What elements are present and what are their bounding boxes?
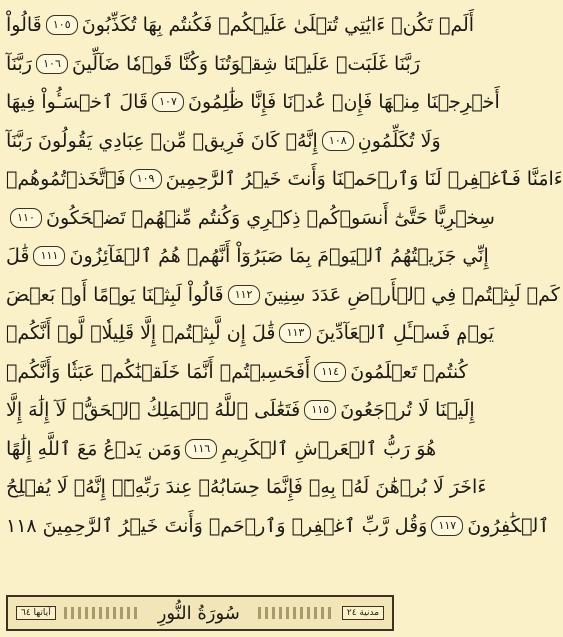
ayah-number-marker: ١١١ [33, 246, 65, 266]
verse-text: إِلَيۡنَا لَا تُرۡجَعُونَ [340, 399, 475, 422]
verse-line-7 [6, 237, 489, 276]
ayah-number-marker: ١١٣ [279, 323, 311, 343]
verse-text-continued: رَبَّنَآ [6, 52, 32, 75]
ornament-left [64, 607, 140, 619]
verse-text-continued: قَالُواْ لَبِثۡنَا يَوۡمًا أَوۡ بَعۡضَ [6, 283, 224, 306]
verse-text-continued: قَٰلَ إِن لَّبِثۡتُمۡ إِلَّا قَلِيلٗاۖ لَّوۡ أَنَّكُمۡ [6, 322, 276, 345]
verse-text-continued: أَفَحَسِبۡتُمۡ أَنَّمَا خَلَقۡنَٰكُمۡ عَبَثٗا وَأَنَّكُمۡ [6, 360, 311, 383]
verse-line-8 [6, 276, 560, 315]
ayah-number-marker: ١٠٦ [36, 54, 68, 74]
surah-title: سُورَةُ النُّورِ [157, 602, 240, 624]
verse-text: ٱلۡكَٰفِرُونَ [467, 514, 550, 537]
verse-line-12 [6, 430, 437, 469]
verse-text: رَبَّنَا غَلَبَتۡ عَلَيۡنَا شِقۡوَتُنَا وَكُنَّا قَوۡمٗا ضَآلِّينَ [72, 52, 421, 75]
verse-line-14 [6, 507, 550, 546]
verse-text: كَمۡ لَبِثۡتُمۡ فِي ٱلۡأَرۡضِ عَدَدَ سِنِينَ [263, 283, 560, 306]
verse-line-4 [6, 122, 441, 161]
ornament-right [258, 607, 334, 619]
verse-text-continued: فَٱتَّخَذۡتُمُوهُمۡ [6, 168, 126, 191]
ayah-number-marker: ١٠٨ [322, 131, 354, 151]
verse-text: يَوۡمٖ فَسۡـَٔلِ ٱلۡعَآدِّينَ [315, 322, 495, 345]
verse-line-3 [6, 83, 500, 122]
verse-line-5 [6, 160, 563, 199]
verse-text-continued: إِنَّهُۥ كَانَ فَرِيقٞ مِّنۡ عِبَادِي يَقُولُونَ رَبَّنَآ [6, 129, 318, 152]
verse-line-2 [6, 45, 421, 84]
ayah-number-marker: ١٠٩ [130, 169, 162, 189]
ayah-number-marker: ١١٢ [228, 285, 260, 305]
verse-line-11 [6, 391, 475, 430]
verse-line-9 [6, 314, 495, 353]
ayah-number-marker: ١١٠ [10, 208, 42, 228]
verse-text: هُوَ رَبُّ ٱلۡعَرۡشِ ٱلۡكَرِيمِ [221, 437, 437, 460]
ayah-number-marker: ١١٤ [314, 362, 346, 382]
ayah-number-marker: ١٠٧ [152, 92, 184, 112]
verse-text-continued: قَالَ ٱخۡسَـُٔواْ فِيهَا [6, 91, 149, 114]
verse-text: ءَاخَرَ لَا بُرۡهَٰنَ لَهُۥ بِهِۦ فَإِنَّمَا حِسَابُهُۥ عِندَ رَبِّهِۦٓۚ إِنَّهُۥ لَا يُفۡلِحُ [6, 476, 487, 499]
verse-text: ءَامَنَّا فَٱغۡفِرۡ لَنَا وَٱرۡحَمۡنَا وَأَنتَ خَيۡرُ ٱلرَّٰحِمِينَ [165, 168, 563, 191]
verse-text: وَلَا تُكَلِّمُونِ [357, 129, 441, 152]
verse-count-box: آياتها ٦٤ [16, 606, 56, 620]
ayah-number-marker: ١١٧ [431, 516, 463, 536]
verse-line-6 [6, 199, 495, 238]
verse-text-continued: قَالُواْ [6, 14, 42, 37]
verse-text-continued: وَقُل رَّبِّ ٱغۡفِرۡ وَٱرۡحَمۡ وَأَنتَ خَيۡرُ ٱلرَّٰحِمِينَ ١١٨ [6, 514, 428, 537]
verse-line-13 [6, 468, 487, 507]
verse-text-continued: فَتَعَٰلَى ٱللَّهُ ٱلۡمَلِكُ ٱلۡحَقُّۖ لَآ إِلَٰهَ إِلَّا [6, 399, 301, 422]
verse-text-continued: وَمَن يَدۡعُ مَعَ ٱللَّهِ إِلَٰهًا [6, 437, 182, 460]
ayah-number-marker: ١٠٥ [46, 15, 78, 35]
verse-text: أَلَمۡ تَكُنۡ ءَايَٰتِي تُتۡلَىٰ عَلَيۡكُمۡ فَكُنتُم بِهَا تُكَذِّبُونَ [81, 14, 475, 37]
verse-lines [6, 6, 563, 545]
verse-line-1 [6, 6, 475, 45]
verse-line-10 [6, 353, 468, 392]
ayah-number-marker: ١١٦ [185, 439, 217, 459]
verse-text-continued: قَٰلَ [6, 245, 30, 268]
verse-text: سِخۡرِيًّا حَتَّىٰٓ أَنسَوۡكُمۡ ذِكۡرِي وَكُنتُم مِّنۡهُمۡ تَضۡحَكُونَ [46, 206, 495, 229]
surah-header-banner [6, 595, 394, 631]
ayah-number-marker: ١١٥ [304, 400, 336, 420]
surah-order-box: مدنية ٢٤ [342, 606, 384, 620]
verse-text: أَخۡرِجۡنَا مِنۡهَا فَإِنۡ عُدۡنَا فَإِنَّا ظَٰلِمُونَ [188, 91, 500, 114]
verse-text: إِنِّي جَزَيۡتُهُمُ ٱلۡيَوۡمَ بِمَا صَبَرُوٓاْ أَنَّهُمۡ هُمُ ٱلۡفَآئِزُونَ [69, 245, 489, 268]
verse-text: كُنتُمۡ تَعۡلَمُونَ [350, 360, 468, 383]
